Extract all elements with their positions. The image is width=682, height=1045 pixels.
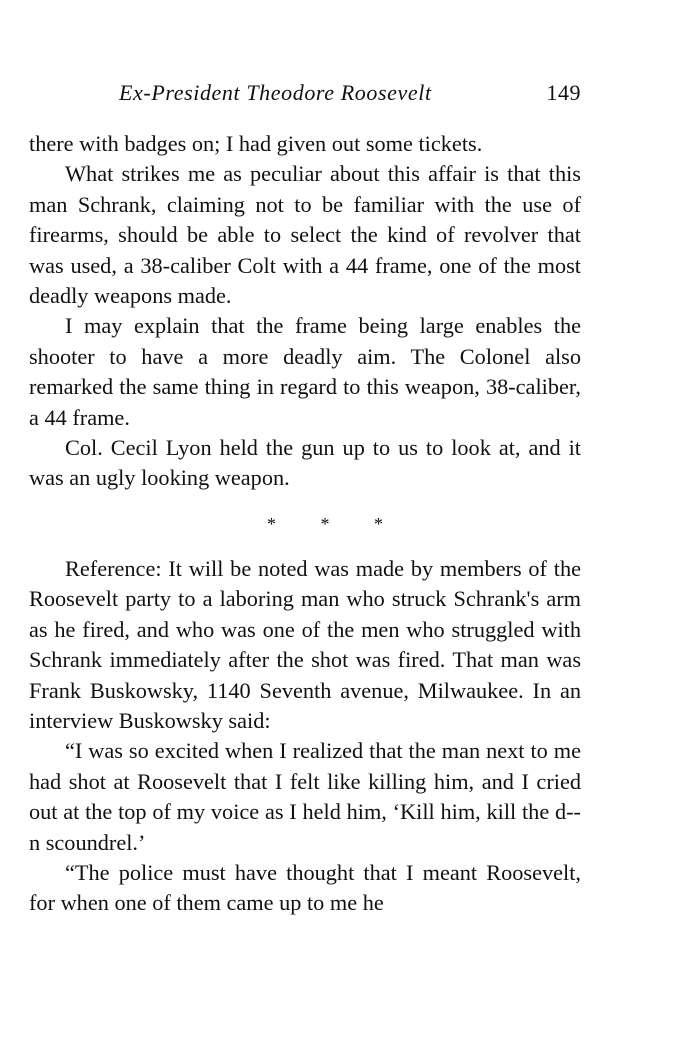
paragraph: I may explain that the frame being large enables the shooter to have a more deadly aim. The Colonel also remarked the same thing in regard to this weapon, 38-caliber, a 44 frame. xyxy=(29,313,581,430)
page-number: 149 xyxy=(546,80,581,105)
paragraph: What strikes me as peculiar about this affair is that this man Schrank, claiming not to be familiar with the use of firearms, should be able to select the kind of revolver that was used, a 38-caliber Colt with a 44 frame, one of the most deadly weapons made. xyxy=(29,161,581,309)
book-page xyxy=(29,78,581,919)
running-head xyxy=(29,78,581,108)
paragraph: “I was so excited when I realized that the man next to me had shot at Roosevelt that I felt like killing him, and I cried out at the top of my voice as I held him, ‘Kill him, kill the d--n scoundrel.’ xyxy=(29,738,581,855)
running-head-title: Ex-President Theodore Roosevelt xyxy=(119,80,432,105)
paragraph: Reference: It will be noted was made by members of the Roosevelt party to a laboring man who struck Schrank's arm as he fired, and who was one of the men who struggled with Schrank immediately after the shot was fired. That man was Frank Buskowsky, 1140 Seventh avenue, Milwaukee. In an interview Buskowsky said: xyxy=(29,555,581,733)
paragraph: Col. Cecil Lyon held the gun up to us to look at, and it was an ugly looking weapon. xyxy=(29,435,581,491)
paragraph: “The police must have thought that I meant Roosevelt, for when one of them came up to me he xyxy=(29,859,581,916)
section-break: * * * xyxy=(267,513,383,534)
paragraph-continued: there with badges on; I had given out some tickets. xyxy=(29,131,483,156)
body-text xyxy=(29,129,581,919)
